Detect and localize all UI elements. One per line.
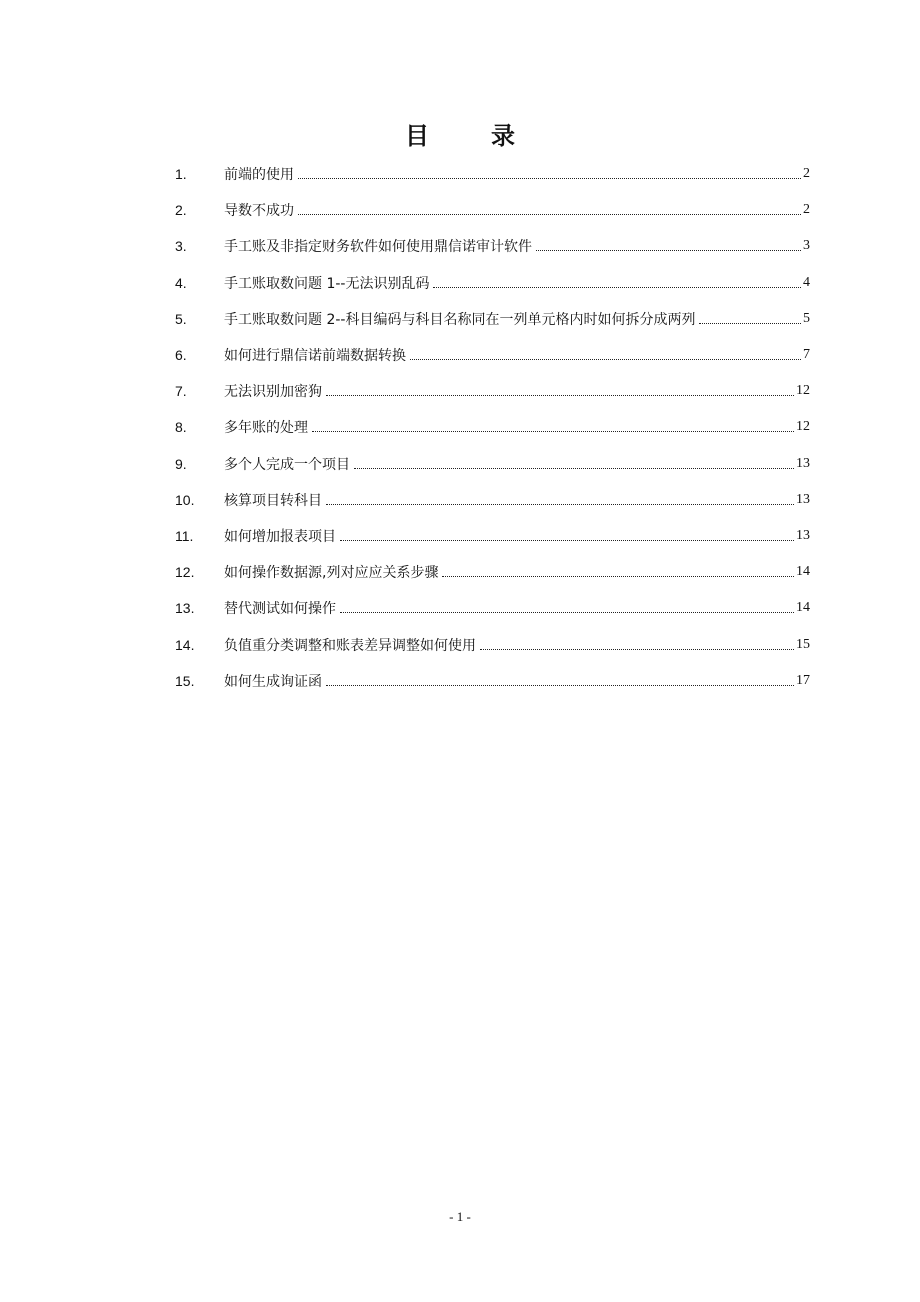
- toc-entry-title: 无法识别加密狗: [224, 384, 322, 401]
- toc-entry-page: 4: [803, 274, 810, 290]
- toc-entry-number: 13.: [175, 600, 195, 617]
- toc-dot-leader: [326, 674, 794, 688]
- toc-entry[interactable]: [175, 192, 810, 228]
- toc-dot-leader: [433, 276, 801, 290]
- toc-entry-title: 如何进行鼎信诺前端数据转换: [224, 348, 406, 365]
- toc-entry-page: 5: [803, 310, 810, 326]
- toc-entry-title: 手工账取数问题 1--无法识别乱码: [224, 275, 430, 292]
- toc-entry-page: 12: [796, 419, 810, 435]
- toc-entry-number: 12.: [175, 564, 195, 581]
- toc-entry-page: 17: [796, 672, 810, 688]
- toc-entry-title: 如何操作数据源,列对应应关系步骤: [224, 565, 439, 582]
- toc-entry[interactable]: [175, 482, 810, 518]
- toc-entry-title: 如何生成询证函: [224, 673, 322, 690]
- toc-entry-page: 7: [803, 347, 810, 363]
- toc-entry[interactable]: [175, 626, 810, 662]
- title-char-1: 目: [405, 122, 429, 150]
- toc-entry-number: 6.: [175, 347, 187, 364]
- toc-entry-number: 11.: [175, 527, 194, 544]
- toc-entry[interactable]: [175, 301, 810, 337]
- toc-entry-page: 14: [796, 600, 810, 616]
- toc-dot-leader: [536, 239, 801, 253]
- toc-entry-page: 12: [796, 383, 810, 399]
- toc-entry[interactable]: [175, 554, 810, 590]
- toc-dot-leader: [442, 565, 794, 579]
- toc-dot-leader: [480, 638, 794, 652]
- toc-entry[interactable]: [175, 518, 810, 554]
- toc-entry-page: 15: [796, 636, 810, 652]
- title-char-2: 录: [491, 122, 515, 150]
- toc-entry-number: 9.: [175, 455, 187, 472]
- toc-dot-leader: [298, 203, 801, 217]
- toc-dot-leader: [354, 457, 794, 471]
- toc-entry-title: 前端的使用: [224, 167, 294, 184]
- toc-entry-number: 8.: [175, 419, 187, 436]
- toc-entry-page: 3: [803, 238, 810, 254]
- toc-entry-number: 5.: [175, 310, 187, 327]
- toc-entry-page: 14: [796, 564, 810, 580]
- toc-entry[interactable]: [175, 156, 810, 192]
- toc-entry-title: 导数不成功: [224, 203, 294, 220]
- toc-entry[interactable]: [175, 337, 810, 373]
- toc-entry[interactable]: [175, 228, 810, 264]
- toc-dot-leader: [410, 348, 801, 362]
- toc-dot-leader: [340, 601, 794, 615]
- toc-entry-title: 如何增加报表项目: [224, 528, 336, 545]
- toc-dot-leader: [326, 384, 794, 398]
- toc-entry-page: 2: [803, 166, 810, 182]
- table-of-contents: [175, 156, 810, 699]
- toc-dot-leader: [699, 312, 801, 326]
- toc-entry[interactable]: [175, 409, 810, 445]
- toc-dot-leader: [298, 167, 801, 181]
- toc-entry-title: 手工账取数问题 2--科目编码与科目名称同在一列单元格内时如何拆分成两列: [224, 311, 696, 328]
- toc-entry-number: 7.: [175, 383, 187, 400]
- toc-entry-page: 13: [796, 527, 810, 543]
- toc-dot-leader: [340, 529, 794, 543]
- toc-entry[interactable]: [175, 663, 810, 699]
- toc-entry-number: 3.: [175, 238, 187, 255]
- toc-entry-number: 14.: [175, 636, 195, 653]
- toc-entry[interactable]: [175, 373, 810, 409]
- toc-dot-leader: [312, 420, 794, 434]
- toc-entry-number: 10.: [175, 491, 195, 508]
- toc-entry-number: 4.: [175, 274, 187, 291]
- toc-entry-title: 多年账的处理: [224, 420, 308, 437]
- toc-entry-title: 替代测试如何操作: [224, 601, 336, 618]
- toc-entry-title: 多个人完成一个项目: [224, 456, 350, 473]
- page-title: [0, 116, 920, 151]
- toc-entry[interactable]: [175, 446, 810, 482]
- page-number-footer: - 1 -: [449, 1209, 471, 1224]
- toc-entry-page: 2: [803, 202, 810, 218]
- toc-dot-leader: [326, 493, 794, 507]
- toc-entry-title: 负值重分类调整和账表差异调整如何使用: [224, 637, 476, 654]
- toc-entry[interactable]: [175, 590, 810, 626]
- toc-entry-number: 1.: [175, 166, 187, 183]
- toc-entry-title: 手工账及非指定财务软件如何使用鼎信诺审计软件: [224, 239, 532, 256]
- toc-entry[interactable]: [175, 265, 810, 301]
- toc-entry-number: 15.: [175, 672, 195, 689]
- toc-entry-title: 核算项目转科目: [224, 492, 322, 509]
- toc-entry-page: 13: [796, 455, 810, 471]
- toc-entry-number: 2.: [175, 202, 187, 219]
- toc-entry-page: 13: [796, 491, 810, 507]
